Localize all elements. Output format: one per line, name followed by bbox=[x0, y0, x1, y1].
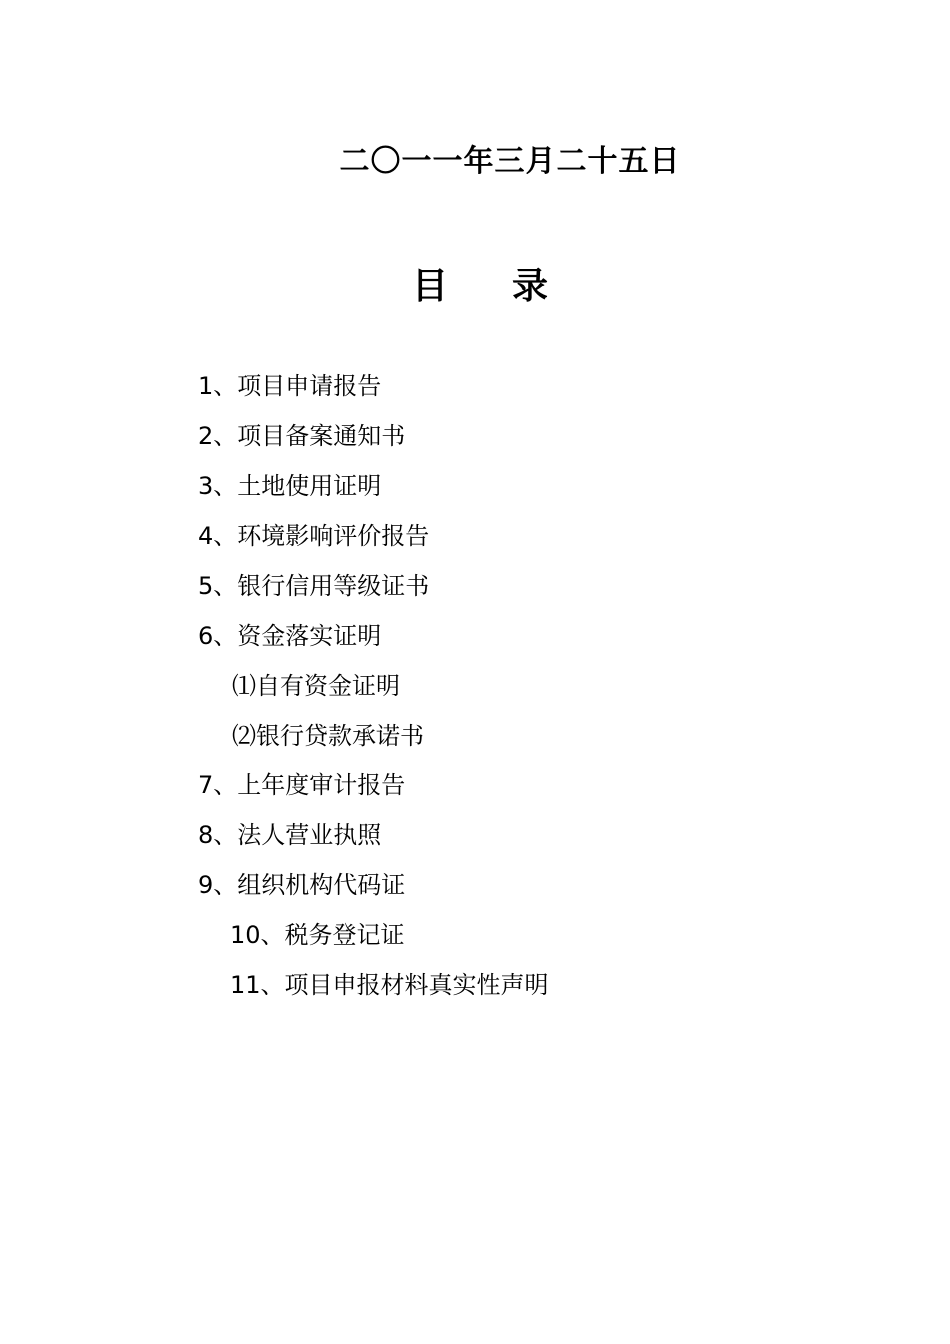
toc-item: 8、法人营业执照 bbox=[198, 821, 382, 849]
toc-item: 3、土地使用证明 bbox=[198, 472, 382, 500]
document-date: 二〇一一年三月二十五日 bbox=[339, 144, 681, 179]
toc-item: 11、项目申报材料真实性声明 bbox=[230, 971, 549, 999]
toc-item: 9、组织机构代码证 bbox=[198, 871, 406, 899]
toc-item: 1、项目申请报告 bbox=[198, 372, 382, 400]
toc-item: 2、项目备案通知书 bbox=[198, 422, 406, 450]
toc-item: 6、资金落实证明 bbox=[198, 622, 382, 650]
toc-title: 目录 bbox=[412, 266, 613, 307]
toc-subitem: ⑵银行贷款承诺书 bbox=[232, 722, 424, 750]
toc-item: 5、银行信用等级证书 bbox=[198, 572, 430, 600]
toc-item: 10、税务登记证 bbox=[230, 921, 405, 949]
toc-item: 4、环境影响评价报告 bbox=[198, 522, 430, 550]
toc-item: 7、上年度审计报告 bbox=[198, 771, 406, 799]
toc-subitem: ⑴自有资金证明 bbox=[232, 672, 400, 700]
